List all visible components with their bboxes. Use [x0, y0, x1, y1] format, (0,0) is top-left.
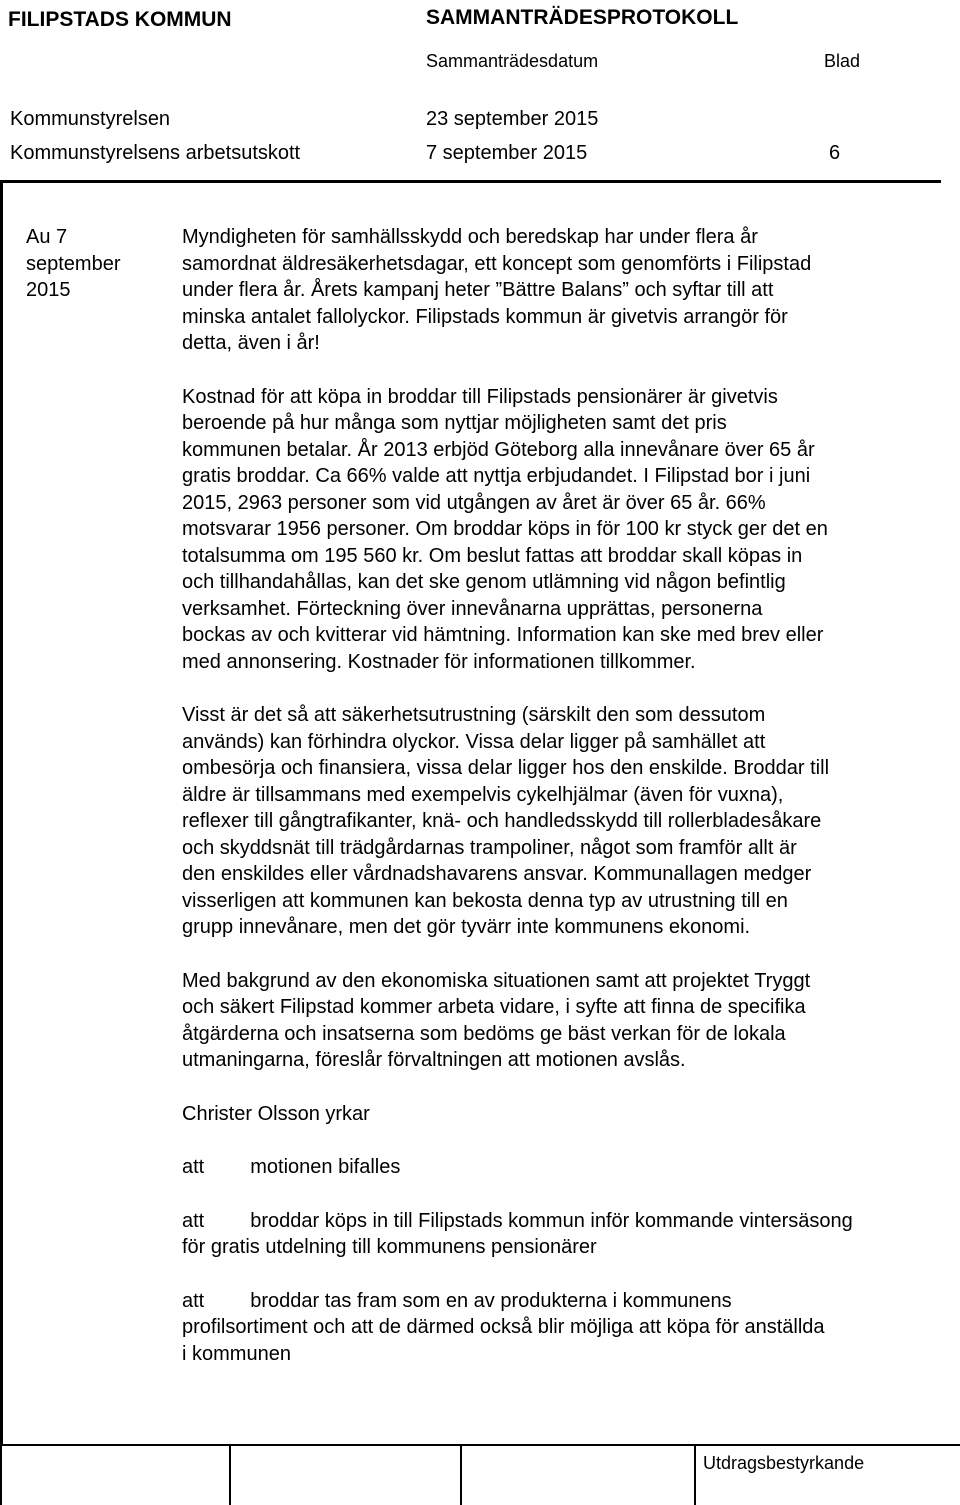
text-line: gratis broddar. Ca 66% valde att nyttja erbjudandet. I Filipstad bor i juni — [182, 465, 811, 487]
page-number: 6 — [829, 142, 841, 164]
text-line: med annonsering. Kostnader för informationen tillkommer. — [182, 650, 696, 673]
paragraph-motion-speaker — [182, 1101, 942, 1128]
text-line: och skyddsnät till trädgårdarnas trampoliner, något som framför allt är — [182, 836, 797, 859]
paragraph-background — [182, 224, 942, 357]
text-line: grupp innevånare, men det gör tyvärr inte kommunens ekonomi. — [182, 916, 751, 938]
text-line: Kostnad för att köpa in broddar till Filipstads pensionärer är givetvis — [182, 385, 778, 408]
text-line: beroende på hur många som nyttjar möjligheten samt det pris — [182, 412, 727, 434]
text-line: totalsumma om 195 560 kr. Om beslut fattas att broddar skall köpas in — [182, 544, 803, 567]
protocol-body — [182, 224, 942, 1394]
text-line: och säkert Filipstad kommer arbeta vidare, i syfte att finna de specifika — [182, 996, 806, 1018]
proposal-prefix: att — [182, 1156, 205, 1178]
item-reference — [26, 224, 121, 304]
text-line: reflexer till gångtrafikanter, knä- och handledsskydd till rollerbladesåkare — [182, 810, 822, 832]
text-line: minska antalet fallolyckor. Filipstads kommun är givetvis arrangör för — [182, 305, 788, 328]
text-line: under flera år. Årets kampanj heter ”Bättre Balans” och syftar till att — [182, 279, 774, 301]
proposal-prefix: att — [182, 1289, 205, 1312]
protocol-title: SAMMANTRÄDESPROTOKOLL — [426, 6, 739, 29]
signature-box-divider — [229, 1444, 231, 1505]
text-line: utmaningarna, föreslår förvaltningen att motionen avslås. — [182, 1049, 686, 1071]
text-line: och tillhandahållas, kan det ske genom utlämning vid någon befintlig — [182, 571, 786, 593]
text-line: bockas av och kvitterar vid hämtning. Information kan ske med brev eller — [182, 624, 824, 646]
text-line: äldre är tillsammans med exempelvis cykelhjälmar (även för vuxna), — [182, 783, 784, 806]
proposal-1 — [182, 1154, 942, 1181]
text-line: åtgärderna och insatserna som bedöms ge bäst verkan för de lokala — [182, 1022, 786, 1045]
text-line: 2015, 2963 personer som vid utgången av året är över 65 år. 66% — [182, 491, 766, 514]
item-month: september — [26, 252, 121, 275]
proposal-2 — [182, 1208, 942, 1261]
signature-box-divider — [0, 1444, 2, 1505]
text-line: Christer Olsson yrkar — [182, 1102, 370, 1125]
proposal-text: i kommunen — [182, 1342, 291, 1365]
proposal-text: för gratis utdelning till kommunens pensionärer — [182, 1236, 597, 1258]
paragraph-conclusion — [182, 968, 942, 1074]
text-line: detta, även i år! — [182, 332, 320, 354]
proposal-text: broddar tas fram som en av produkterna i kommunens — [250, 1289, 732, 1312]
text-line: samordnat äldresäkerhetsdagar, ett koncept som genomförts i Filipstad — [182, 252, 812, 275]
committee-meeting-date: 23 september 2015 — [426, 108, 599, 130]
text-line: kommunen betalar. År 2013 erbjöd Göteborg alla innevånare över 65 år — [182, 438, 815, 461]
proposal-prefix: att — [182, 1209, 205, 1232]
paragraph-cost — [182, 384, 942, 676]
frame-top-rule — [0, 180, 941, 183]
paragraph-responsibility — [182, 702, 942, 941]
text-line: Med bakgrund av den ekonomiska situationen samt att projektet Tryggt — [182, 969, 811, 992]
text-line: visserligen att kommunen kan bekosta denna typ av utrustning till en — [182, 889, 788, 912]
working-committee-name: Kommunstyrelsens arbetsutskott — [10, 142, 301, 164]
signature-box-divider — [460, 1444, 462, 1505]
text-line: Myndigheten för samhällsskydd och beredskap har under flera år — [182, 226, 758, 248]
text-line: Visst är det så att säkerhetsutrustning (särskilt den som dessutom — [182, 704, 766, 726]
frame-bottom-rule — [0, 1444, 960, 1446]
signature-box-divider — [694, 1444, 696, 1505]
text-line: motsvarar 1956 personer. Om broddar köps in för 100 kr styck ger det en — [182, 518, 828, 540]
text-line: den enskildes eller vårdnadshavarens ansvar. Kommunallagen medger — [182, 863, 812, 885]
proposal-text: motionen bifalles — [250, 1156, 401, 1178]
text-line: ombesörja och finansiera, vissa delar ligger hos den enskilde. Broddar till — [182, 757, 830, 779]
certification-label: Utdragsbestyrkande — [703, 1453, 865, 1473]
proposal-text: profilsortiment och att de därmed också blir möjliga att köpa för anställda — [182, 1316, 825, 1338]
item-year: 2015 — [26, 279, 71, 301]
working-committee-date: 7 september 2015 — [426, 142, 588, 164]
meeting-date-label: Sammanträdesdatum — [426, 51, 599, 71]
proposal-text: broddar köps in till Filipstads kommun inför kommande vintersäsong — [250, 1209, 853, 1232]
page-label: Blad — [824, 51, 861, 71]
text-line: verksamhet. Förteckning över innevånarna upprättas, personerna — [182, 597, 763, 620]
committee-name: Kommunstyrelsen — [10, 108, 171, 130]
municipality-name: FILIPSTADS KOMMUN — [8, 8, 232, 31]
proposal-3 — [182, 1288, 942, 1368]
frame-left-rule — [0, 180, 3, 1445]
item-number: Au 7 — [26, 226, 68, 248]
text-line: används) kan förhindra olyckor. Vissa delar ligger på samhället att — [182, 730, 766, 753]
